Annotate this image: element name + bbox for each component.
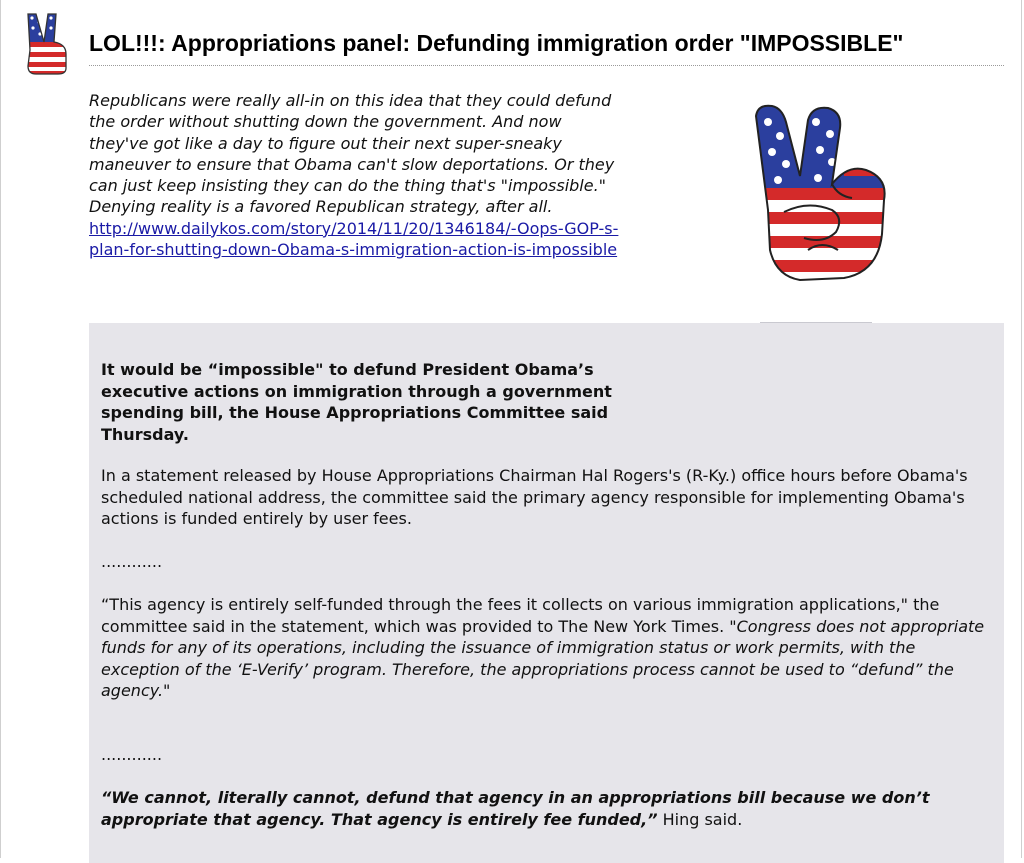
quote-paragraph-3 (101, 787, 996, 830)
quote-p3-plain: Hing said. (657, 809, 743, 829)
peace-sign-flag-hand-icon (22, 12, 72, 76)
quote-paragraph-1: In a statement released by House Appropriations Chairman Hal Rogers's (R-Ky.) office hours before Obama's scheduled national address, the committee said the primary agency responsible for implementing Obama's actions is funded entirely by user fees. (101, 466, 968, 528)
quote-paragraph-2 (101, 594, 996, 702)
post-intro (89, 90, 619, 260)
peace-sign-flag-hand-icon (748, 100, 898, 284)
post-title: LOL!!!: Appropriations panel: Defunding immigration order "IMPOSSIBLE" (89, 30, 904, 56)
quote-lead: It would be “impossible" to defund President Obama’s executive actions on immigration through a government spending bill, the House Appropriations Committee said Thursday. (101, 360, 612, 444)
ellipsis-separator: ............ (101, 552, 163, 571)
ellipsis-separator: ............ (101, 745, 163, 764)
quoted-article (89, 323, 1004, 863)
quote-p2-plain: “This agency is entirely self-funded through the fees it collects on various immigration applications," the committee said in the statement, which was provided to The New York Times. (101, 595, 940, 636)
source-link[interactable]: http://www.dailykos.com/story/2014/11/20/1346184/-Oops-GOP-s-plan-for-shutting-down-Obama-s-immigration-action-is-impossible (89, 218, 619, 260)
title-divider (89, 65, 1004, 66)
quote-p3-bold: “We cannot, literally cannot, defund that agency in an appropriations bill because we don’t appropriate that agency. That agency is entirely fee funded,” (101, 788, 930, 829)
quote-p2-italic: "Congress does not appropriate funds for any of its operations, including the issuance of immigration status or work permits, with the exception of the ‘E-Verify’ program. Therefore, the appropriations process cannot be used to “defund” the agency." (101, 616, 985, 700)
intro-text: Republicans were really all-in on this idea that they could defund the order without shutting down the government. And now they've got like a day to figure out their next super-sneaky maneuver to ensure that Obama can't slow deportations. Or they can just keep insisting they can do the thing that's "impossible." Denying reality is a favored Republican strategy, after all. (89, 91, 615, 217)
